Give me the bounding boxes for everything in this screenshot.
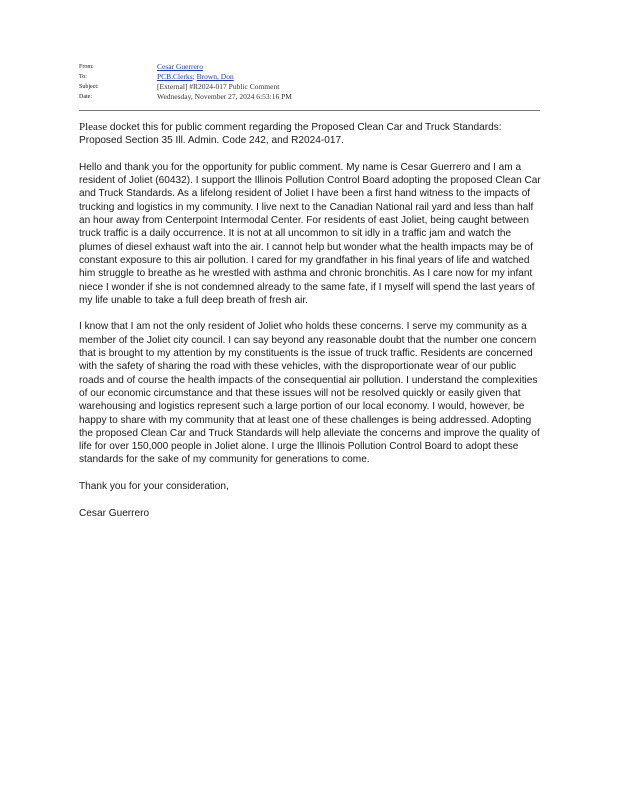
email-header [79, 62, 549, 102]
intro-paragraph [79, 121, 541, 148]
closing-line: Thank you for your consideration, [79, 481, 229, 493]
email-body [79, 121, 541, 533]
subject-label: Subject: [79, 84, 99, 90]
subject-value: [External] #R2024-017 Public Comment [157, 82, 280, 91]
intro-first-word: Please [79, 121, 108, 133]
intro-text: docket this for public comment regarding the Proposed Clean Car and Truck Standards: Proposed Section 35 Ill. Admin. Code 242, and R2024-017. [79, 122, 502, 147]
date-label: Date: [79, 94, 92, 100]
from-label: From: [79, 64, 94, 70]
to-separator: ; [192, 72, 197, 81]
date-row [79, 92, 549, 102]
to-row [79, 72, 549, 82]
date-value: Wednesday, November 27, 2024 6:53:16 PM [157, 92, 292, 101]
to-label: To: [79, 74, 87, 80]
signature: Cesar Guerrero [79, 507, 150, 519]
body-paragraph-2: I know that I am not the only resident of Joliet who holds these concerns. I serve my community as a member of the Joliet city council. I can say beyond any reasonable doubt that the number one concern that is brought to my attention by my constituents is the issue of truck traffic. Residents are concerned with the safety of sharing the road with these vehicles, with the disproportionate wear of our public roads and of course the health impacts of the consequential air pollution. I understand the complexities of our economic circumstance and that these issues will not be resolved quickly or easily given that warehousing and logistics represent such a large portion of our local economy. I would, however, be happy to share with my community that at least one of these challenges is being addressed. Adopting the proposed Clean Car and Truck Standards will help alleviate the concerns and improve the quality of life for over 150,000 people in Joliet alone. I urge the Illinois Pollution Control Board to adopt these standards for the sake of my community for generations to come. [79, 321, 540, 466]
to-link-clerks[interactable]: PCB.Clerks [157, 72, 193, 81]
to-link-brown[interactable]: Brown, Don [196, 72, 234, 81]
header-divider [79, 110, 540, 111]
from-row [79, 62, 549, 72]
subject-row [79, 82, 549, 92]
body-paragraph-1: Hello and thank you for the opportunity for public comment. My name is Cesar Guerrero and I am a resident of Joliet (60432). I support the Illinois Pollution Control Board adopting the proposed Clean Car and Truck Standards. As a lifelong resident of Joliet I have been a first hand witness to the impacts of trucking and logistics in my community. I live next to the Canadian National rail yard and less than half an hour away from Centerpoint Intermodal Center. For residents of east Joliet, being caught between truck traffic is a daily occurrence. It is not at all uncommon to sit idly in a traffic jam and watch the plumes of diesel exhaust waft into the air. I cannot help but wonder what the health impacts may be of constant exposure to this air pollution. I cared for my grandfather in his final years of life and watched him struggle to breathe as he wrestled with asthma and chronic bronchitis. As I care now for my infant niece I wonder if she is not condemned already to the same fate, if I myself will spend the last years of my life unable to take a full deep breath of fresh air. [79, 161, 541, 306]
from-link[interactable]: Cesar Guerrero [157, 62, 204, 71]
